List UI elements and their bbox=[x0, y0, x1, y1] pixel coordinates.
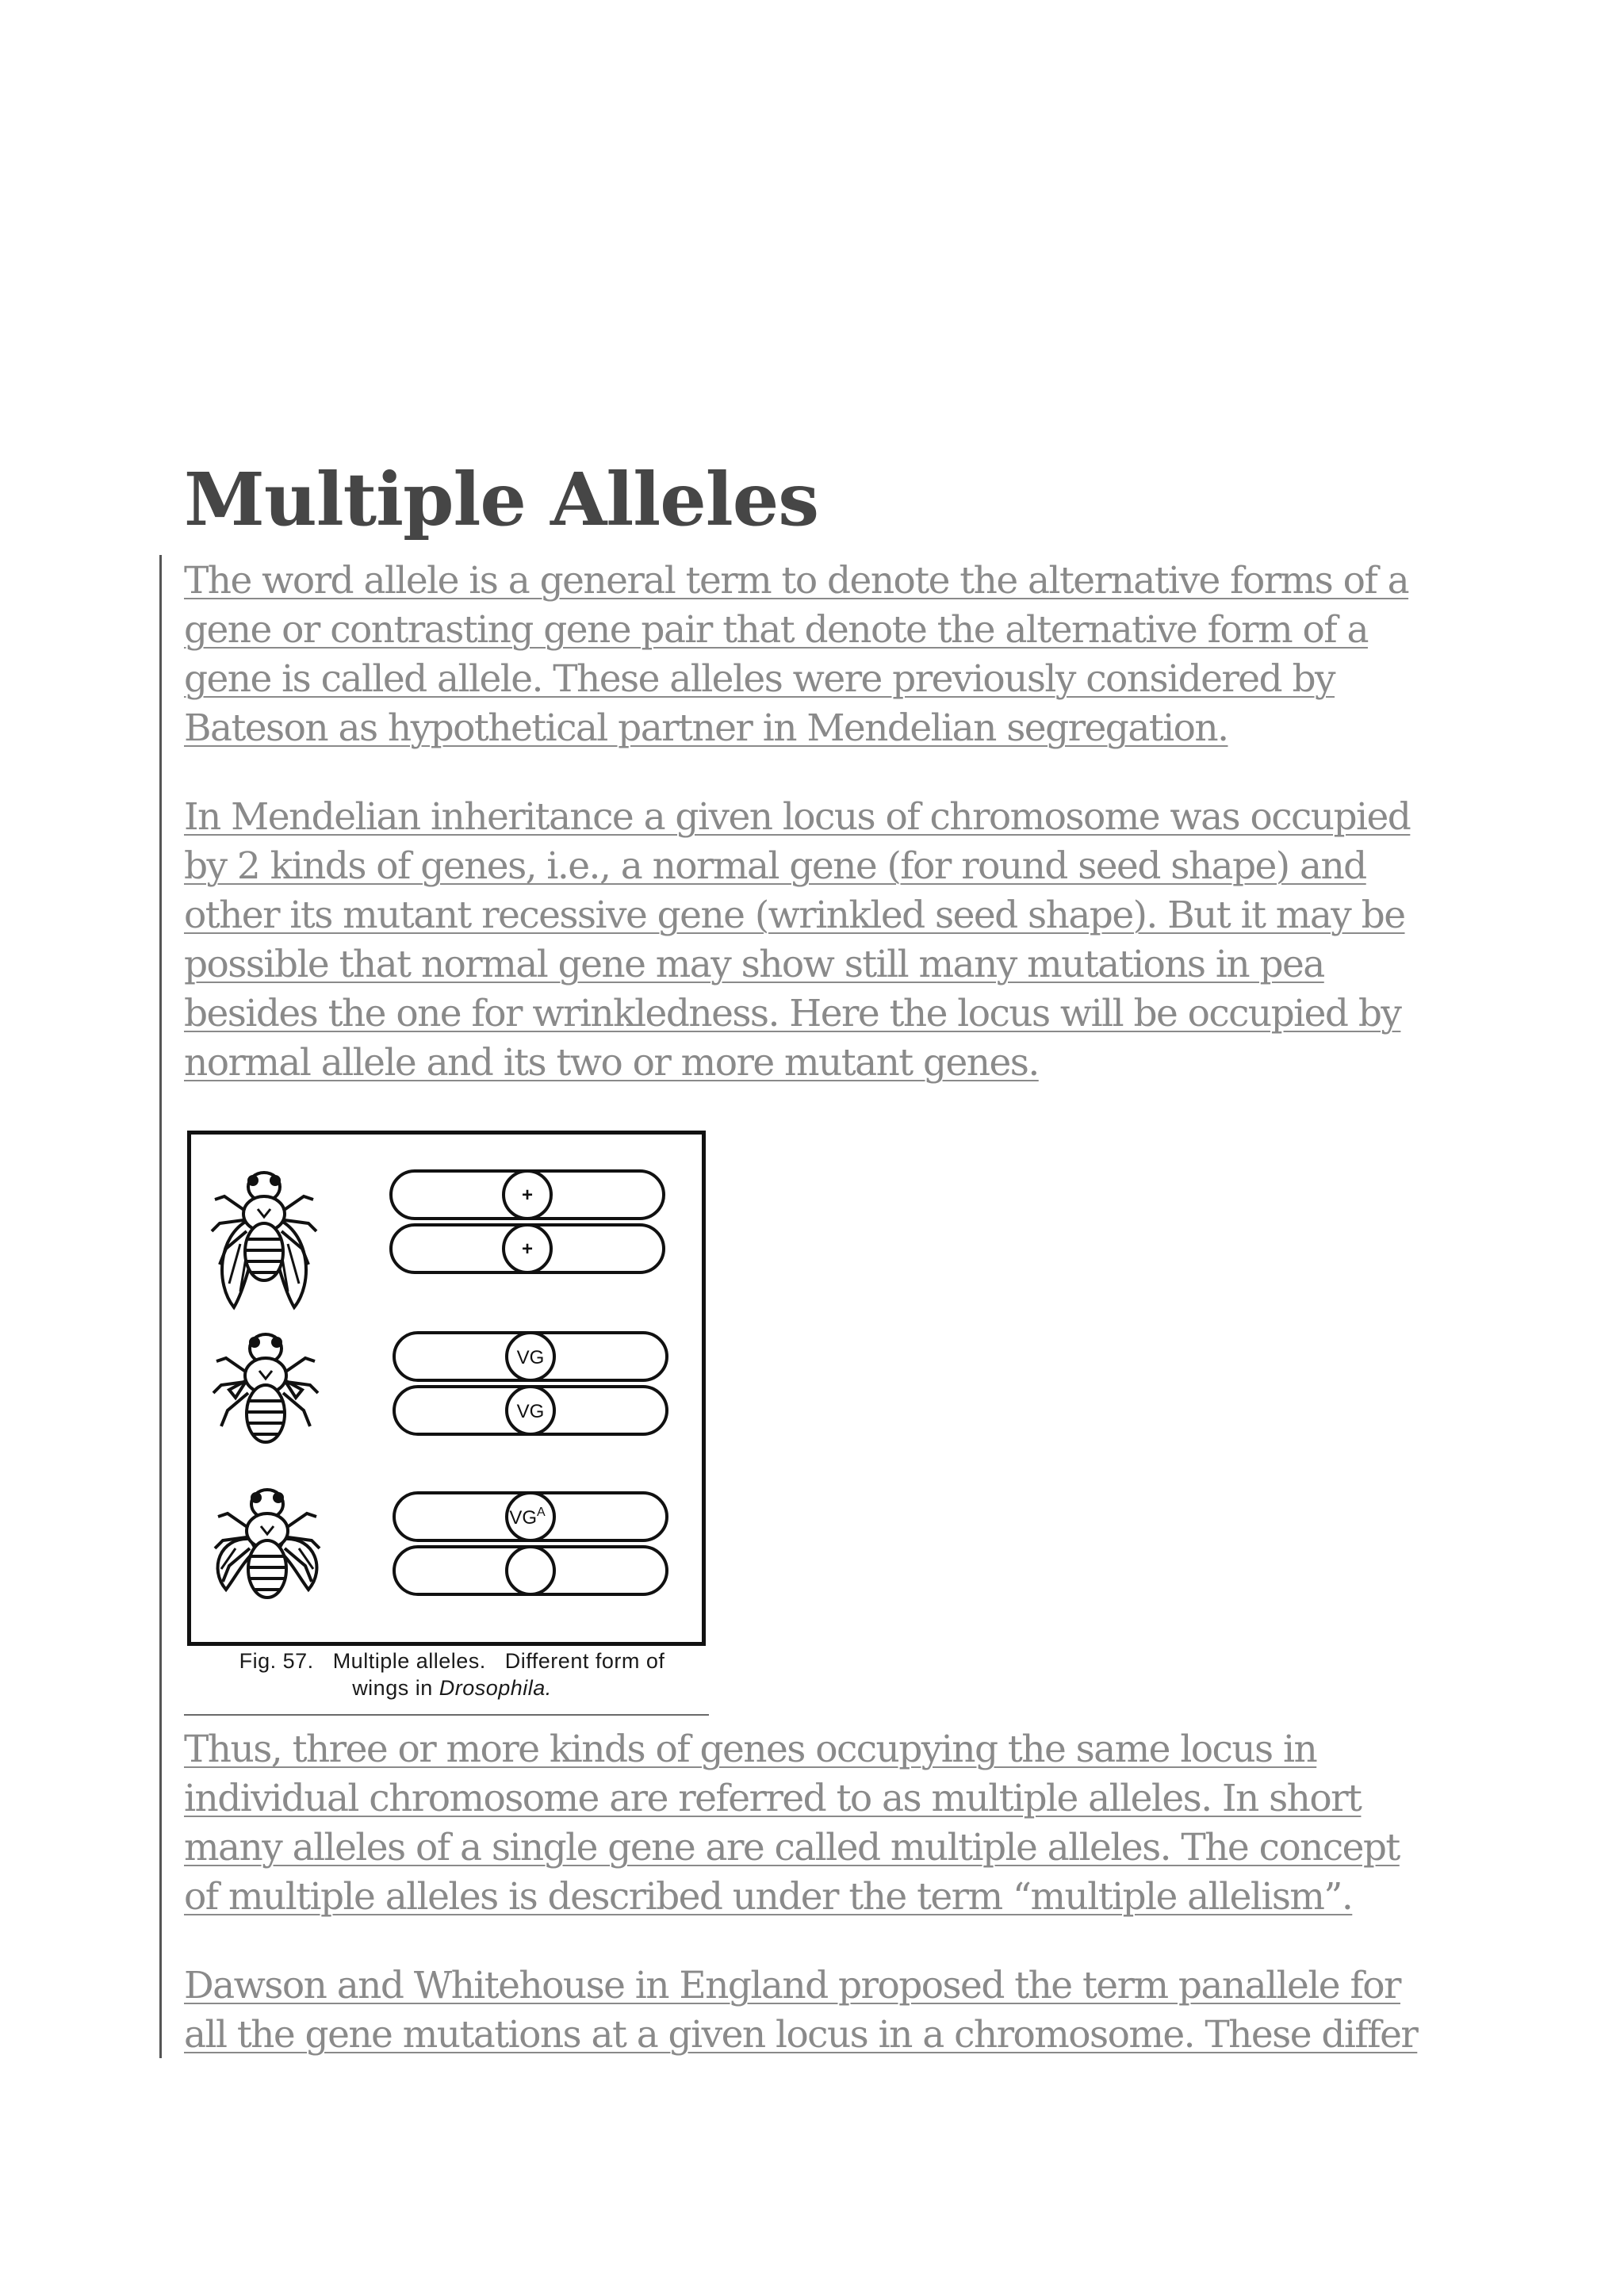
caption-line-2-text: wings in bbox=[352, 1676, 439, 1700]
allele-label: + bbox=[521, 1184, 534, 1206]
caption-line-1: Fig. 57. Multiple alleles. Different form of bbox=[239, 1649, 665, 1673]
figure-frame bbox=[187, 1131, 706, 1646]
chromosome-pair-antlered bbox=[394, 1493, 667, 1594]
paragraph-line[interactable]: many alleles of a single gene are called multiple alleles. The concept bbox=[184, 1826, 1400, 1869]
paragraph-2[interactable] bbox=[184, 793, 1410, 1088]
paragraph-line[interactable]: The word allele is a general term to denote the alternative forms of a bbox=[184, 559, 1409, 603]
paragraph-line[interactable]: normal allele and its two or more mutant genes. bbox=[184, 1041, 1039, 1085]
allele-label: VG bbox=[516, 1401, 545, 1422]
paragraph-line[interactable]: besides the one for wrinkledness. Here the locus will be occupied by bbox=[184, 992, 1401, 1035]
caption-line-2 bbox=[206, 1674, 698, 1701]
paragraph-line[interactable]: other its mutant recessive gene (wrinkled seed shape). But it may be bbox=[184, 894, 1405, 937]
page-title: Multiple Alleles bbox=[184, 457, 819, 542]
paragraph-line[interactable]: Dawson and Whitehouse in England proposed the term panallele for bbox=[184, 1964, 1400, 2007]
paragraph-line[interactable]: by 2 kinds of genes, i.e., a normal gene (for round seed shape) and bbox=[184, 844, 1366, 888]
chromosome-pair-normal bbox=[391, 1171, 664, 1272]
paragraph-line[interactable]: gene is called allele. These alleles were previously considered by bbox=[184, 657, 1335, 701]
left-margin-rule bbox=[159, 555, 162, 2058]
paragraph-line[interactable]: Thus, three or more kinds of genes occupying the same locus in bbox=[184, 1728, 1317, 1771]
fly-normal-wings bbox=[212, 1173, 316, 1307]
paragraph-line[interactable]: individual chromosome are referred to as multiple alleles. In short bbox=[184, 1777, 1362, 1820]
paragraph-1[interactable] bbox=[184, 557, 1408, 753]
paragraph-line[interactable]: Bateson as hypothetical partner in Mendelian segregation. bbox=[184, 706, 1228, 750]
figure-caption bbox=[206, 1647, 698, 1701]
paragraph-line[interactable]: of multiple alleles is described under the term “multiple allelism”. bbox=[184, 1875, 1353, 1919]
paragraph-4[interactable] bbox=[184, 1961, 1417, 2060]
multiple-alleles-illustration bbox=[191, 1135, 702, 1642]
allele-label: $VG^A$ bbox=[509, 1506, 546, 1529]
paragraph-line[interactable]: gene or contrasting gene pair that denote the alternative form of a bbox=[184, 608, 1368, 652]
drosophila-figure bbox=[187, 1131, 704, 1701]
paragraph-line[interactable]: all the gene mutations at a given locus in a chromosome. These differ bbox=[184, 2013, 1418, 2057]
allele-label: + bbox=[521, 1238, 534, 1260]
paragraph-line[interactable]: In Mendelian inheritance a given locus of chromosome was occupied bbox=[184, 795, 1411, 839]
paragraph-3[interactable] bbox=[184, 1725, 1400, 1922]
allele-label: VG bbox=[516, 1347, 545, 1368]
figure-link-underline bbox=[184, 1714, 709, 1716]
fly-antlered-wings bbox=[215, 1490, 320, 1598]
chromosome-pair-vestigial bbox=[394, 1333, 667, 1434]
fly-vestigial-wings bbox=[213, 1334, 318, 1442]
caption-species: Drosophila. bbox=[439, 1676, 552, 1700]
paragraph-line[interactable]: possible that normal gene may show still many mutations in pea bbox=[184, 943, 1324, 986]
